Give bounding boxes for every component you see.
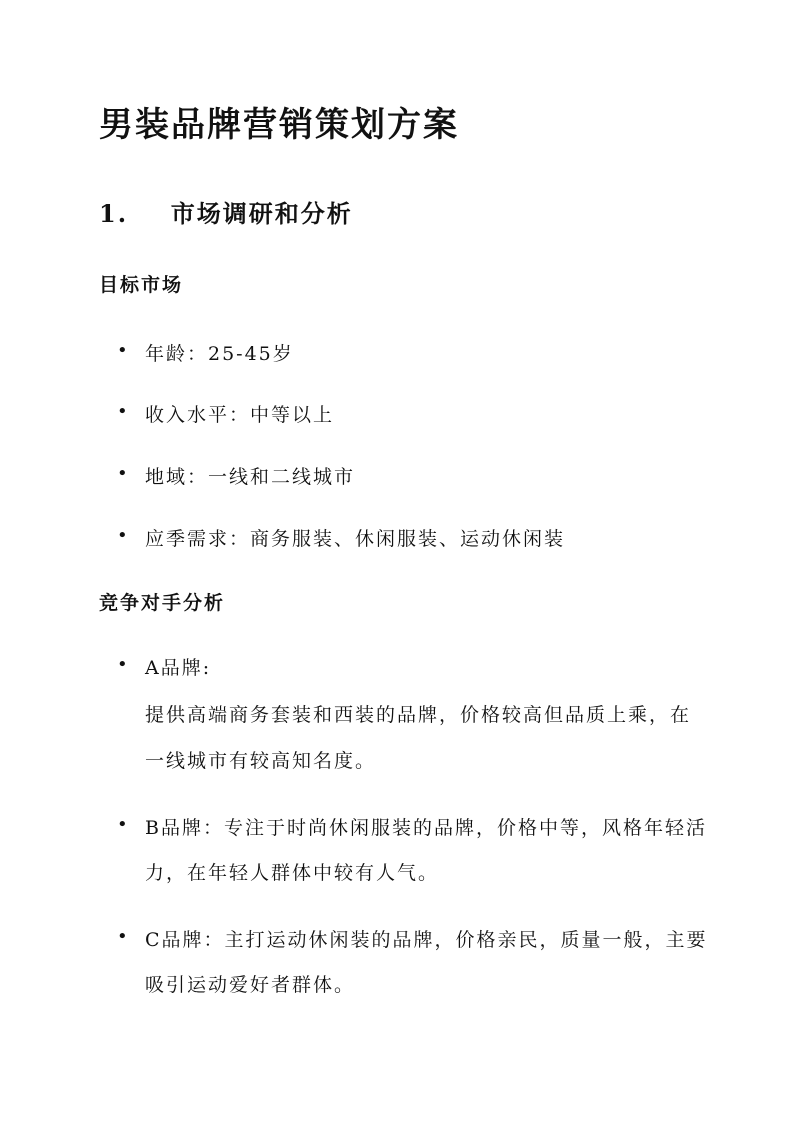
competitor-a-description-line2: 一线城市有较高知名度。 (145, 750, 377, 772)
competitor-a-label: A品牌: (145, 657, 212, 679)
bullet-icon: • (117, 340, 128, 361)
competitor-c-line2: 吸引运动爱好者群体。 (145, 974, 356, 996)
list-item-seasonal-demand: 应季需求：商务服装、休闲服装、运动休闲装 (145, 528, 566, 550)
section-number: 1. (99, 199, 129, 228)
section-heading-market-research (99, 194, 353, 229)
competitor-c-line1: C品牌：主打运动休闲装的品牌，价格亲民，质量一般，主要 (145, 929, 708, 951)
subheading-target-market: 目标市场 (99, 274, 184, 296)
document-title: 男装品牌营销策划方案 (99, 105, 459, 145)
list-item-region: 地域：一线和二线城市 (145, 466, 356, 488)
competitor-a-description-line1: 提供高端商务套装和西装的品牌，价格较高但品质上乘，在 (145, 704, 692, 726)
bullet-icon: • (117, 926, 128, 947)
bullet-icon: • (117, 463, 128, 484)
bullet-icon: • (117, 814, 128, 835)
subheading-competitor-analysis: 竞争对手分析 (99, 592, 226, 614)
competitor-b-line2: 力，在年轻人群体中较有人气。 (145, 862, 440, 884)
list-item-age: 年龄：25-45岁 (145, 343, 294, 365)
bullet-icon: • (117, 654, 128, 675)
bullet-icon: • (117, 401, 128, 422)
section-title: 市场调研和分析 (170, 199, 353, 228)
list-item-income: 收入水平：中等以上 (145, 404, 335, 426)
bullet-icon: • (117, 525, 128, 546)
competitor-b-line1: B品牌：专注于时尚休闲服装的品牌，价格中等，风格年轻活 (145, 817, 707, 839)
